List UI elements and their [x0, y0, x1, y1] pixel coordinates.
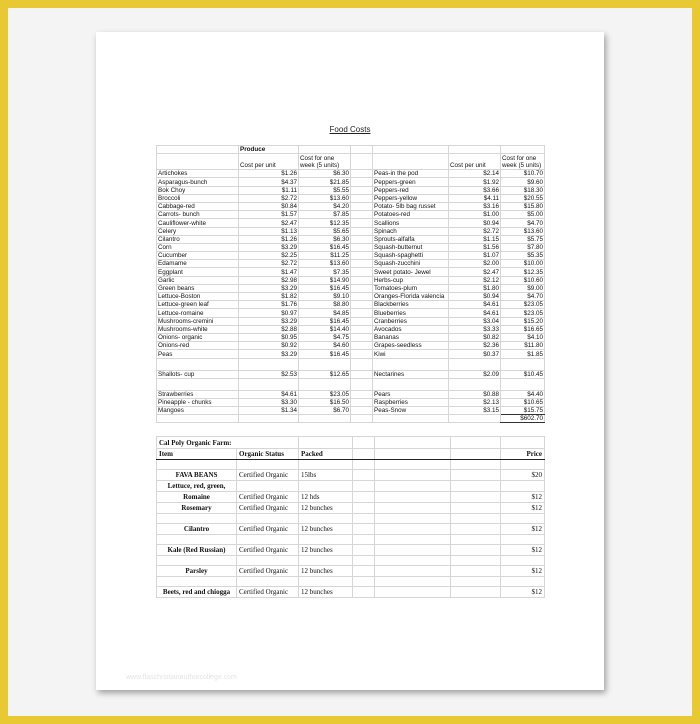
produce-week-cost: $18.30	[501, 186, 545, 194]
produce-item: Mangoes	[157, 407, 239, 415]
produce-week-cost: $13.60	[501, 227, 545, 235]
table-row	[157, 398, 545, 406]
produce-unit-cost: $3.29	[239, 284, 299, 292]
produce-unit-cost: $2.12	[449, 276, 501, 284]
table-row	[157, 350, 545, 358]
produce-item: Raspberries	[373, 398, 449, 406]
produce-week-cost: $6.30	[299, 170, 351, 178]
produce-item: Tomatoes-plum	[373, 284, 449, 292]
produce-week-cost: $16.45	[299, 350, 351, 358]
produce-unit-cost: $0.84	[239, 202, 299, 210]
produce-item: Peas	[157, 350, 239, 358]
produce-item: Peas-Snow	[373, 407, 449, 415]
produce-week-cost: $4.70	[501, 219, 545, 227]
column-header-week: Cost for one week (5 units)	[299, 154, 351, 170]
produce-week-cost: $8.80	[299, 301, 351, 309]
produce-item: Lettuce-green leaf	[157, 301, 239, 309]
produce-unit-cost: $4.61	[239, 390, 299, 398]
farm-item: FAVA BEANS	[157, 470, 237, 481]
farm-price: $12	[501, 524, 545, 535]
table-row	[157, 309, 545, 317]
farm-organic-status	[237, 481, 299, 492]
table-row	[157, 276, 545, 284]
document-title: Food Costs	[329, 125, 371, 134]
table-row	[157, 317, 545, 325]
produce-week-cost: $10.65	[501, 398, 545, 406]
produce-unit-cost: $0.92	[239, 342, 299, 350]
produce-item: Mushrooms-cremini	[157, 317, 239, 325]
produce-week-cost: $4.40	[501, 390, 545, 398]
produce-item: Asparagus-bunch	[157, 178, 239, 186]
produce-unit-cost: $3.29	[239, 243, 299, 251]
farm-col-item: Item	[157, 449, 237, 460]
produce-week-cost: $10.70	[501, 170, 545, 178]
produce-item: Bananas	[373, 333, 449, 341]
produce-unit-cost: $2.00	[449, 260, 501, 268]
produce-unit-cost: $0.88	[449, 390, 501, 398]
farm-col-packed: Packed	[299, 449, 353, 460]
table-row	[157, 333, 545, 341]
produce-week-cost: $9.10	[299, 293, 351, 301]
produce-week-cost: $7.85	[299, 211, 351, 219]
produce-week-cost: $16.50	[299, 398, 351, 406]
produce-item: Potato- 5lb bag russet	[373, 202, 449, 210]
produce-item: Cilantro	[157, 235, 239, 243]
produce-unit-cost: $1.13	[239, 227, 299, 235]
table-row	[157, 235, 545, 243]
table-row	[157, 301, 545, 309]
produce-unit-cost: $2.47	[449, 268, 501, 276]
farm-col-status: Organic Status	[237, 449, 299, 460]
table-row	[157, 407, 545, 415]
farm-organic-status: Certified Organic	[237, 492, 299, 503]
produce-unit-cost: $2.88	[239, 325, 299, 333]
produce-item: Carrots- bunch	[157, 211, 239, 219]
produce-item: Nectarines	[373, 370, 449, 378]
produce-item: Sprouts-alfalfa	[373, 235, 449, 243]
produce-week-cost: $4.60	[299, 342, 351, 350]
table-row	[157, 178, 545, 186]
produce-week-cost: $5.00	[501, 211, 545, 219]
produce-item: Peas-in the pod	[373, 170, 449, 178]
farm-item: Kale (Red Russian)	[157, 545, 237, 556]
produce-item: Lettuce-romaine	[157, 309, 239, 317]
farm-organic-status: Certified Organic	[237, 524, 299, 535]
produce-column-header-row	[157, 154, 545, 170]
produce-unit-cost: $2.36	[449, 342, 501, 350]
produce-unit-cost: $0.82	[449, 333, 501, 341]
farm-price: $20	[501, 470, 545, 481]
produce-unit-cost: $2.98	[239, 276, 299, 284]
produce-unit-cost: $4.61	[449, 309, 501, 317]
produce-item: Grapes-seedless	[373, 342, 449, 350]
produce-item: Squash-spaghetti	[373, 252, 449, 260]
farm-packed: 12 bunches	[299, 545, 353, 556]
produce-week-cost: $5.55	[299, 186, 351, 194]
produce-item: Squash-zucchini	[373, 260, 449, 268]
table-row	[157, 243, 545, 251]
produce-unit-cost: $3.15	[449, 407, 501, 415]
produce-item: Eggplant	[157, 268, 239, 276]
produce-unit-cost: $0.37	[449, 350, 501, 358]
produce-item: Bok Choy	[157, 186, 239, 194]
produce-item: Peppers-red	[373, 186, 449, 194]
produce-unit-cost: $1.07	[449, 252, 501, 260]
farm-packed: 15lbs	[299, 470, 353, 481]
spacer-row	[157, 358, 545, 370]
produce-unit-cost: $2.53	[239, 370, 299, 378]
spacer-row	[157, 535, 545, 545]
farm-price: $12	[501, 492, 545, 503]
produce-week-cost: $15.75	[501, 407, 545, 415]
table-row	[157, 284, 545, 292]
produce-unit-cost: $3.30	[239, 398, 299, 406]
table-row	[157, 342, 545, 350]
farm-price	[501, 481, 545, 492]
produce-unit-cost: $3.29	[239, 350, 299, 358]
produce-week-cost: $23.05	[501, 301, 545, 309]
produce-header-row	[157, 146, 545, 154]
produce-item: Artichokes	[157, 170, 239, 178]
produce-item: Potatoes-red	[373, 211, 449, 219]
produce-week-cost: $5.35	[501, 252, 545, 260]
farm-name: Cal Poly Organic Farm:	[157, 437, 299, 449]
produce-unit-cost: $1.34	[239, 407, 299, 415]
produce-item: Lettuce-Boston	[157, 293, 239, 301]
produce-item: Spinach	[373, 227, 449, 235]
total-row	[157, 415, 545, 423]
produce-week-cost: $5.75	[501, 235, 545, 243]
produce-week-cost: $7.35	[299, 268, 351, 276]
produce-item: Sweet potato- Jewel	[373, 268, 449, 276]
produce-week-cost: $7.80	[501, 243, 545, 251]
farm-price: $12	[501, 566, 545, 577]
produce-week-cost: $16.45	[299, 284, 351, 292]
produce-week-cost: $15.20	[501, 317, 545, 325]
produce-unit-cost: $1.11	[239, 186, 299, 194]
farm-price-table	[156, 436, 545, 598]
produce-unit-cost: $3.29	[239, 317, 299, 325]
farm-organic-status: Certified Organic	[237, 503, 299, 514]
produce-unit-cost: $4.37	[239, 178, 299, 186]
farm-organic-status: Certified Organic	[237, 470, 299, 481]
farm-packed: 12 bunches	[299, 566, 353, 577]
table-row	[157, 370, 545, 378]
produce-unit-cost: $0.97	[239, 309, 299, 317]
produce-item: Onions- organic	[157, 333, 239, 341]
produce-unit-cost: $3.16	[449, 202, 501, 210]
produce-section-label: Produce	[239, 146, 299, 154]
farm-name-row	[157, 437, 545, 449]
produce-unit-cost: $3.04	[449, 317, 501, 325]
produce-unit-cost: $1.92	[449, 178, 501, 186]
produce-week-cost: $10.45	[501, 370, 545, 378]
produce-unit-cost: $1.80	[449, 284, 501, 292]
produce-week-cost: $4.75	[299, 333, 351, 341]
produce-unit-cost: $2.25	[239, 252, 299, 260]
farm-col-price: Price	[501, 449, 545, 460]
produce-week-cost: $14.40	[299, 325, 351, 333]
farm-packed	[299, 481, 353, 492]
farm-item: Parsley	[157, 566, 237, 577]
produce-week-cost: $9.00	[501, 284, 545, 292]
farm-packed: 12 bunches	[299, 587, 353, 598]
produce-unit-cost: $2.14	[449, 170, 501, 178]
produce-week-cost: $4.70	[501, 293, 545, 301]
farm-price: $12	[501, 587, 545, 598]
produce-unit-cost: $1.82	[239, 293, 299, 301]
produce-unit-cost: $2.09	[449, 370, 501, 378]
farm-price: $12	[501, 503, 545, 514]
farm-packed: 12 bunches	[299, 503, 353, 514]
produce-unit-cost: $2.13	[449, 398, 501, 406]
produce-week-cost: $20.55	[501, 194, 545, 202]
produce-week-cost: $10.00	[501, 260, 545, 268]
table-row	[157, 325, 545, 333]
produce-unit-cost: $2.47	[239, 219, 299, 227]
produce-item: Oranges-Florida valencia	[373, 293, 449, 301]
produce-week-cost: $4.10	[501, 333, 545, 341]
farm-item: Romaine	[157, 492, 237, 503]
produce-item: Cabbage-red	[157, 202, 239, 210]
produce-week-cost: $15.80	[501, 202, 545, 210]
produce-week-cost: $12.35	[299, 219, 351, 227]
farm-item: Cilantro	[157, 524, 237, 535]
produce-unit-cost: $1.57	[239, 211, 299, 219]
produce-week-cost: $23.05	[299, 390, 351, 398]
document-page	[96, 32, 604, 690]
produce-item: Mushrooms-white	[157, 325, 239, 333]
produce-unit-cost: $1.15	[449, 235, 501, 243]
produce-item: Strawberries	[157, 390, 239, 398]
produce-unit-cost: $0.94	[449, 293, 501, 301]
produce-cost-table	[156, 145, 545, 423]
farm-organic-status: Certified Organic	[237, 587, 299, 598]
produce-week-cost: $12.65	[299, 370, 351, 378]
produce-item: Shallots- cup	[157, 370, 239, 378]
produce-unit-cost: $1.00	[449, 211, 501, 219]
table-row	[157, 566, 545, 577]
produce-item: Cucumber	[157, 252, 239, 260]
produce-unit-cost: $2.72	[449, 227, 501, 235]
produce-unit-cost: $0.95	[239, 333, 299, 341]
spacer-row	[157, 514, 545, 524]
table-row	[157, 202, 545, 210]
produce-item: Corn	[157, 243, 239, 251]
farm-organic-status: Certified Organic	[237, 566, 299, 577]
produce-week-cost: $14.90	[299, 276, 351, 284]
produce-item: Blueberries	[373, 309, 449, 317]
table-row	[157, 227, 545, 235]
table-row	[157, 186, 545, 194]
produce-item: Onions-red	[157, 342, 239, 350]
produce-unit-cost: $1.76	[239, 301, 299, 309]
spacer-row	[157, 577, 545, 587]
table-row	[157, 470, 545, 481]
table-row	[157, 587, 545, 598]
produce-item: Scallions	[373, 219, 449, 227]
table-row	[157, 481, 545, 492]
table-row	[157, 545, 545, 556]
produce-unit-cost: $1.47	[239, 268, 299, 276]
produce-item: Avocados	[373, 325, 449, 333]
produce-week-cost: $4.85	[299, 309, 351, 317]
produce-unit-cost: $0.94	[449, 219, 501, 227]
farm-packed: 12 hds	[299, 492, 353, 503]
table-row	[157, 390, 545, 398]
produce-item: Garlic	[157, 276, 239, 284]
table-row	[157, 211, 545, 219]
produce-unit-cost: $1.26	[239, 235, 299, 243]
table-row	[157, 293, 545, 301]
farm-item: Lettuce, red, green,	[157, 481, 237, 492]
grand-total: $602.70	[501, 415, 545, 423]
produce-week-cost: $9.60	[501, 178, 545, 186]
column-header-unit-right: Cost per unit	[449, 154, 501, 170]
table-row	[157, 268, 545, 276]
table-row	[157, 219, 545, 227]
table-row	[157, 503, 545, 514]
produce-item: Pineapple - chunks	[157, 398, 239, 406]
produce-week-cost: $16.65	[501, 325, 545, 333]
produce-unit-cost: $4.11	[449, 194, 501, 202]
produce-week-cost: $4.20	[299, 202, 351, 210]
produce-item: Kiwi	[373, 350, 449, 358]
produce-week-cost: $16.45	[299, 317, 351, 325]
produce-item: Cranberries	[373, 317, 449, 325]
produce-unit-cost: $4.61	[449, 301, 501, 309]
produce-item: Herbs-cup	[373, 276, 449, 284]
produce-week-cost: $21.85	[299, 178, 351, 186]
produce-item: Celery	[157, 227, 239, 235]
produce-week-cost: $1.85	[501, 350, 545, 358]
farm-item: Beets, red and chiogga	[157, 587, 237, 598]
spacer-row	[157, 556, 545, 566]
farm-packed: 12 bunches	[299, 524, 353, 535]
produce-unit-cost: $3.66	[449, 186, 501, 194]
farm-item: Rosemary	[157, 503, 237, 514]
column-header-week-right: Cost for one week (5 units)	[501, 154, 545, 170]
produce-week-cost: $11.25	[299, 252, 351, 260]
table-row	[157, 524, 545, 535]
column-header-unit: Cost per unit	[239, 154, 299, 170]
watermark-text: www.flaschristianauthorcollege.com	[126, 674, 237, 681]
table-row	[157, 194, 545, 202]
produce-week-cost: $12.35	[501, 268, 545, 276]
farm-header-row	[157, 449, 545, 460]
produce-week-cost: $5.65	[299, 227, 351, 235]
spacer-row	[157, 460, 545, 470]
produce-item: Peppers-green	[373, 178, 449, 186]
table-row	[157, 492, 545, 503]
table-row	[157, 260, 545, 268]
produce-item: Edamame	[157, 260, 239, 268]
farm-organic-status: Certified Organic	[237, 545, 299, 556]
produce-week-cost: $23.05	[501, 309, 545, 317]
produce-week-cost: $6.70	[299, 407, 351, 415]
produce-week-cost: $11.80	[501, 342, 545, 350]
produce-item: Squash-butternut	[373, 243, 449, 251]
produce-week-cost: $16.45	[299, 243, 351, 251]
produce-item: Green beans	[157, 284, 239, 292]
produce-unit-cost: $3.33	[449, 325, 501, 333]
produce-unit-cost: $2.72	[239, 260, 299, 268]
produce-unit-cost: $1.26	[239, 170, 299, 178]
produce-week-cost: $10.60	[501, 276, 545, 284]
table-row	[157, 252, 545, 260]
produce-week-cost: $6.30	[299, 235, 351, 243]
produce-unit-cost: $1.56	[449, 243, 501, 251]
spacer-row	[157, 378, 545, 390]
produce-unit-cost: $2.72	[239, 194, 299, 202]
produce-week-cost: $13.60	[299, 260, 351, 268]
farm-price: $12	[501, 545, 545, 556]
produce-week-cost: $13.60	[299, 194, 351, 202]
produce-item: Broccoli	[157, 194, 239, 202]
produce-item: Cauliflower-white	[157, 219, 239, 227]
produce-item: Blackberries	[373, 301, 449, 309]
produce-item: Peppers-yellow	[373, 194, 449, 202]
produce-item: Pears	[373, 390, 449, 398]
table-row	[157, 170, 545, 178]
